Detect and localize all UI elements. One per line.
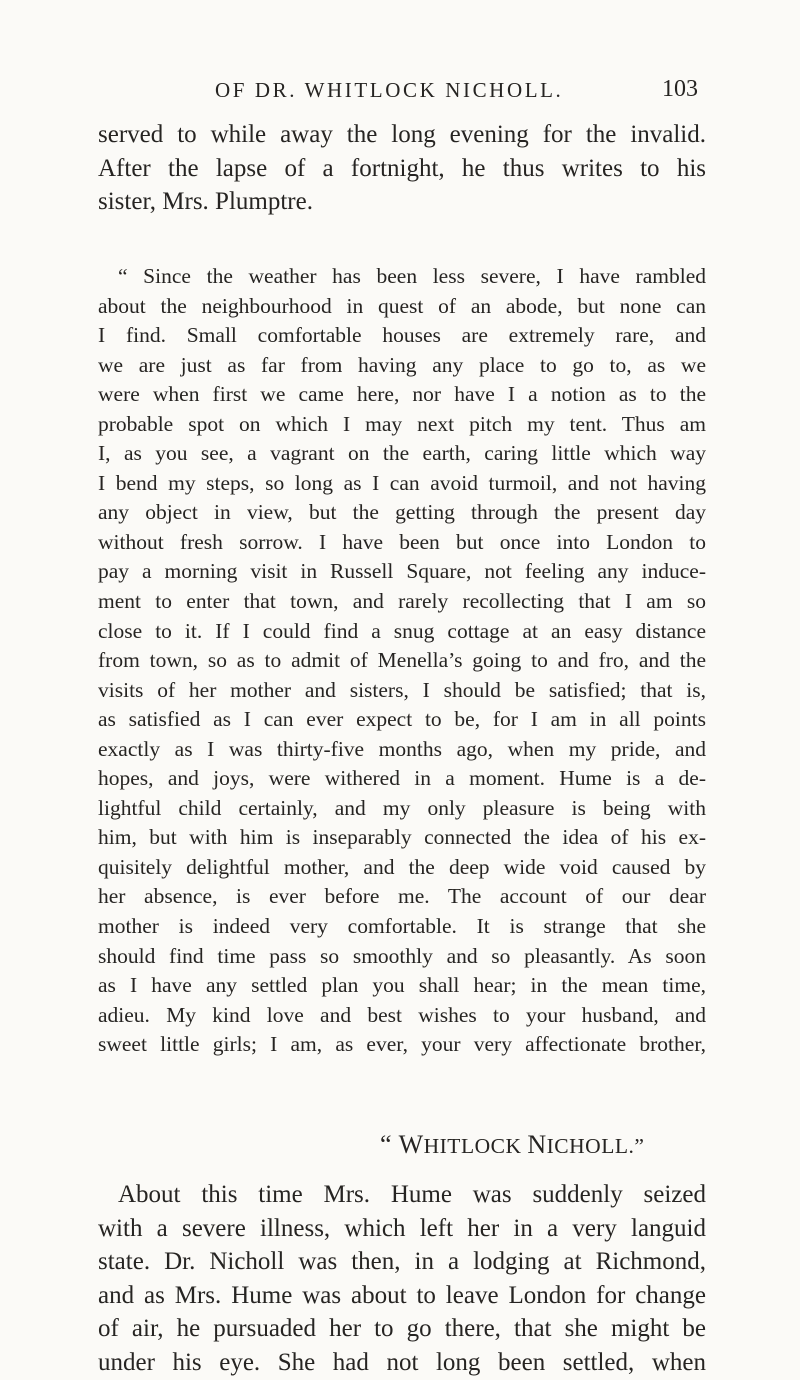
- text-line: About this time Mrs. Hume was suddenly seized: [118, 1181, 706, 1208]
- text-line: I find. Small comfortable houses are extremely rare, and: [98, 323, 706, 348]
- text-line: state. Dr. Nicholl was then, in a lodging at Richmond,: [98, 1248, 706, 1276]
- text-line: as satisfied as I can ever expect to be, for I am in all points: [98, 707, 706, 732]
- page-number: 103: [662, 76, 698, 102]
- text-line: mother is indeed very comfortable. It is strange that she: [98, 914, 706, 939]
- text-line: were when first we came here, nor have I a notion as to the: [98, 382, 706, 407]
- text-line: should find time pass so smoothly and so pleasantly. As soon: [98, 943, 706, 968]
- text-line: exactly as I was thirty-five months ago, when my pride, and: [98, 736, 706, 761]
- text-line: close to it. If I could find a snug cottage at an easy distance: [98, 618, 706, 643]
- letter-quote: [98, 262, 706, 1060]
- signature-open: “ W: [380, 1130, 424, 1159]
- text-line: under his eye. She had not long been settled, when: [98, 1348, 706, 1376]
- text-line: adieu. My kind love and best wishes to your husband, and: [98, 1002, 706, 1027]
- text-line: any object in view, but the getting through the present day: [98, 500, 706, 525]
- text-line: I bend my steps, so long as I can avoid turmoil, and not having: [98, 470, 706, 495]
- text-line: about the neighbourhood in quest of an abode, but none can: [98, 293, 706, 318]
- text-line: her absence, is ever before me. The account of our dear: [98, 884, 706, 909]
- text-line: from town, so as to admit of Menella’s going to and fro, and the: [98, 648, 706, 673]
- signature-initial: N: [527, 1130, 547, 1159]
- text-line: lightful child certainly, and my only pleasure is being with: [98, 795, 706, 820]
- paragraph-continued: [98, 118, 706, 219]
- text-line: as I have any settled plan you shall hear; in the mean time,: [98, 973, 706, 998]
- text-line: probable spot on which I may next pitch my tent. Thus am: [98, 411, 706, 436]
- text-line: “ Since the weather has been less severe, I have rambled: [118, 264, 706, 288]
- text-line: pay a morning visit in Russell Square, not feeling any induce-: [98, 559, 706, 584]
- text-line: ment to enter that town, and rarely recollecting that I am so: [98, 589, 706, 614]
- signature-part: HITLOCK: [423, 1134, 528, 1158]
- text-line: served to while away the long evening for the invalid.: [98, 121, 706, 148]
- text-line: sister, Mrs. Plumptre.: [98, 188, 313, 216]
- paragraph-narrative: [98, 1178, 706, 1380]
- text-line: we are just as far from having any place to go to, as we: [98, 352, 706, 377]
- text-line: with a severe illness, which left her in a very languid: [98, 1214, 706, 1242]
- running-head: [147, 78, 700, 108]
- text-line: and as Mrs. Hume was about to leave London for change: [98, 1281, 706, 1309]
- text-line: sweet little girls; I am, as ever, your very affectionate brother,: [98, 1032, 706, 1057]
- letter-signature: [380, 1130, 644, 1160]
- text-line: him, but with him is inseparably connected the idea of his ex-: [98, 825, 706, 850]
- signature-part: ICHOLL.”: [546, 1134, 645, 1158]
- text-line: I, as you see, a vagrant on the earth, caring little which way: [98, 441, 706, 466]
- running-head-title: OF DR. WHITLOCK NICHOLL.: [215, 78, 564, 102]
- text-line: hopes, and joys, were withered in a moment. Hume is a de-: [98, 766, 706, 791]
- text-line: visits of her mother and sisters, I should be satisfied; that is,: [98, 677, 706, 702]
- text-line: without fresh sorrow. I have been but once into London to: [98, 529, 706, 554]
- text-line: quisitely delightful mother, and the deep wide void caused by: [98, 854, 706, 879]
- text-line: of air, he pursuaded her to go there, that she might be: [98, 1315, 706, 1343]
- text-line: After the lapse of a fortnight, he thus writes to his: [98, 154, 706, 182]
